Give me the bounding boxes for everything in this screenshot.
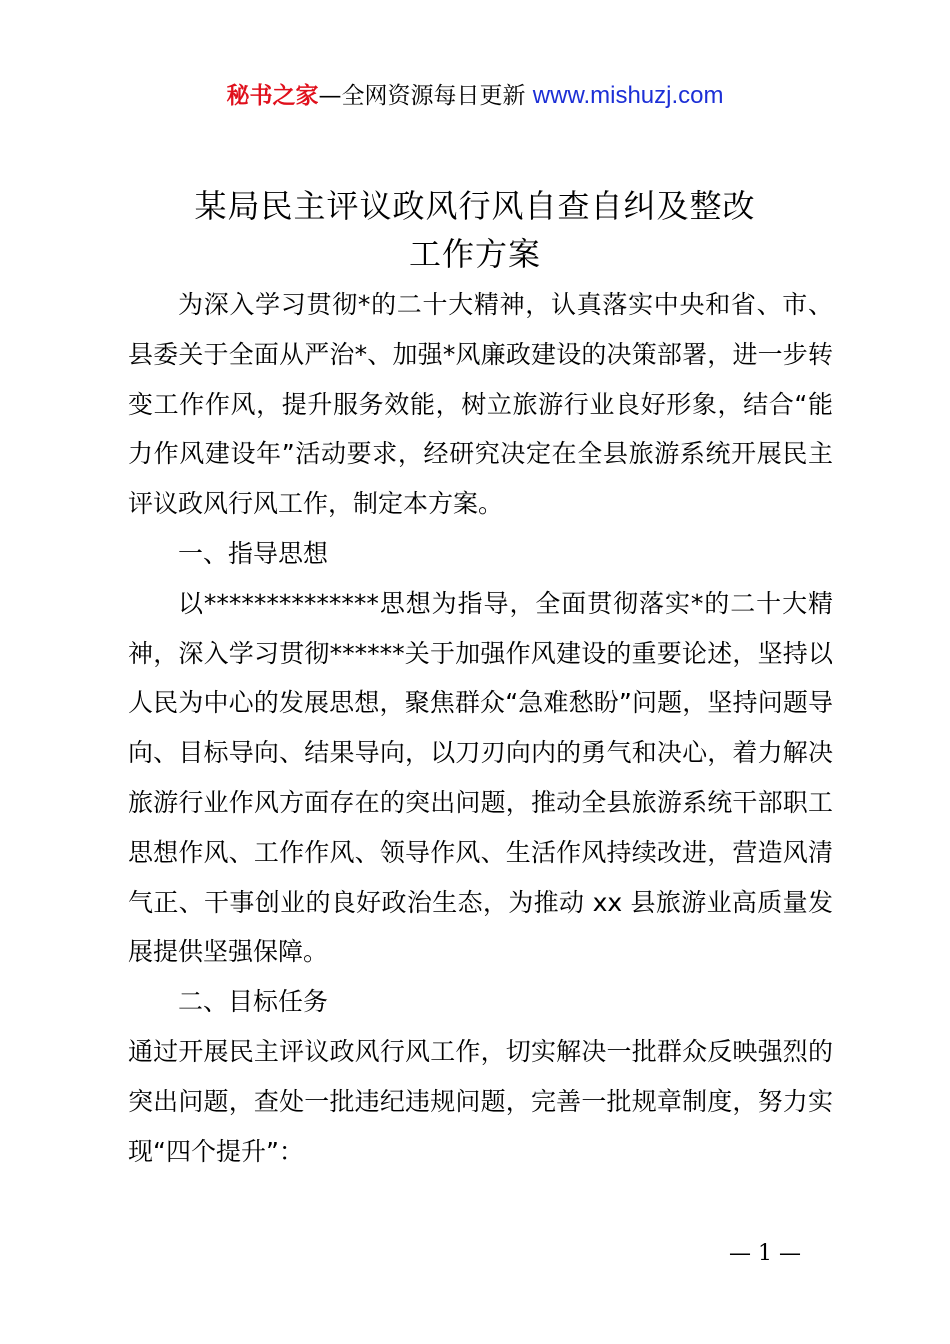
section-heading-guiding-ideology: 一、指导思想 — [178, 538, 329, 568]
document-body — [128, 280, 833, 1176]
document-title — [0, 182, 950, 278]
goals-tasks-paragraph: 通过开展民主评议政风行风工作，切实解决一批群众反映强烈的突出问题，查处一批违纪违规问题，完善一批规章制度，努力实现“四个提升”： — [128, 1036, 833, 1166]
section-heading-goals-tasks: 二、目标任务 — [178, 987, 329, 1017]
site-banner — [0, 78, 950, 114]
page-number: — 1 — — [729, 1241, 801, 1266]
title-line-1: 某局民主评议政风行风自查自纠及整改 — [194, 187, 756, 225]
banner-slogan: —全网资源每日更新 — [318, 83, 533, 109]
brand-name: 秘书之家 — [226, 83, 319, 109]
intro-paragraph: 为深入学习贯彻*的二十大精神，认真落实中央和省、市、县委关于全面从严治*、加强*风廉政建设的决策部署，进一步转变工作作风，提升服务效能，树立旅游行业良好形象，结合“能力作风建设年”活动要求，经研究决定在全县旅游系统开展民主评议政风行风工作，制定本方案。 — [128, 290, 833, 519]
guiding-ideology-paragraph: 以**************思想为指导，全面贯彻落实*的二十大精神，深入学习贯彻******关于加强作风建设的重要论述，坚持以人民为中心的发展思想，聚焦群众“急难愁盼”问题，坚持问题导向、目标导向、结果导向，以刀刃向内的勇气和决心，着力解决旅游行业作风方面存在的突出问题，推动全县旅游系统干部职工思想作风、工作作风、领导作风、生活作风持续改进，营造风清气正、干事创业的良好政治生态，为推动 xx 县旅游业高质量发展提供坚强保障。 — [128, 588, 833, 967]
title-line-2: 工作方案 — [408, 235, 541, 273]
site-url-link[interactable]: www.mishuzj.com — [532, 82, 724, 109]
